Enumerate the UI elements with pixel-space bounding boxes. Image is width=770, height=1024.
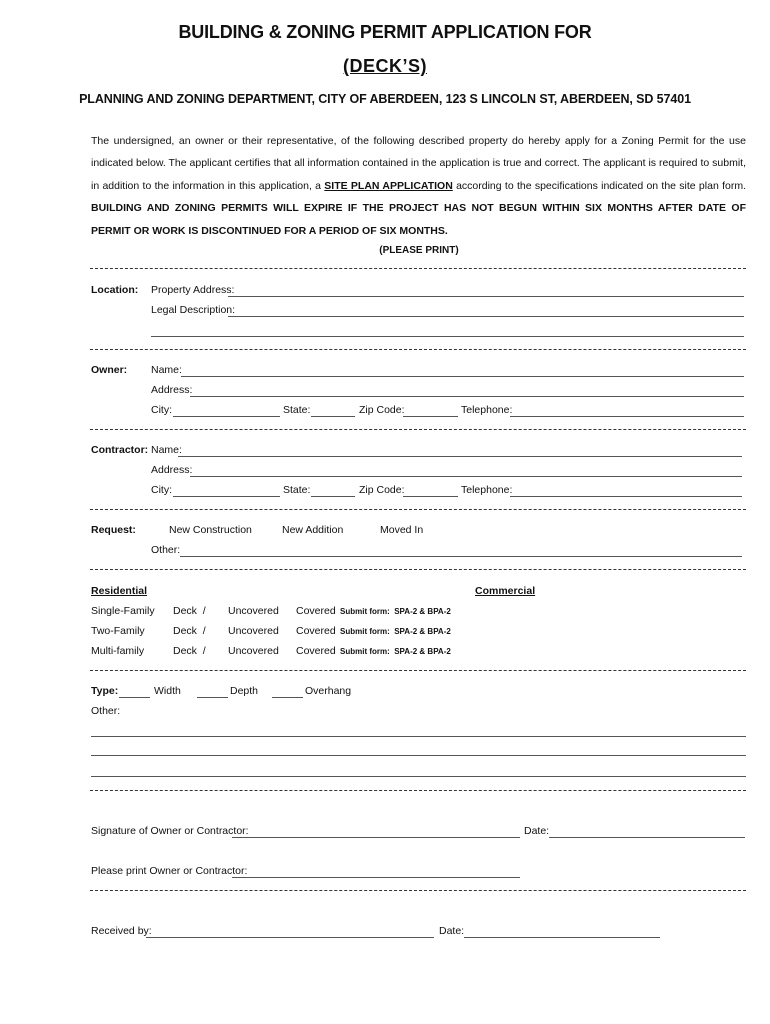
signature-date-label: Date:: [524, 825, 550, 837]
received-by-label: Received by:: [91, 925, 152, 937]
location-label: Location:: [91, 284, 139, 296]
owner-city-label: City:: [151, 404, 172, 416]
depth-field[interactable]: [197, 697, 228, 698]
type-other-field-line1[interactable]: [91, 736, 746, 737]
single-family-label: Single-Family: [91, 605, 155, 617]
property-address-field[interactable]: [228, 296, 744, 297]
intro-text-before: The undersigned, an owner or their representative, of the following described property do hereby apply for a Zoning Permit for the use indicated below. The applicant certifies that all information contained in the application is true and correct. The applicant is required to submit, in addition to the information in this application, a: [91, 135, 746, 192]
two-family-label: Two-Family: [91, 625, 145, 637]
received-date-field[interactable]: [464, 937, 660, 938]
contractor-telephone-label: Telephone:: [461, 484, 513, 496]
width-label: Width: [154, 685, 181, 697]
owner-zip-field[interactable]: [403, 416, 458, 417]
owner-telephone-label: Telephone:: [461, 404, 513, 416]
intro-paragraph: [91, 130, 746, 242]
section-divider: [90, 569, 746, 570]
contractor-state-label: State:: [283, 484, 311, 496]
received-date-label: Date:: [439, 925, 465, 937]
owner-state-label: State:: [283, 404, 311, 416]
signature-field[interactable]: [232, 837, 520, 838]
contractor-zip-field[interactable]: [403, 496, 458, 497]
owner-state-field[interactable]: [311, 416, 355, 417]
contractor-state-field[interactable]: [311, 496, 355, 497]
contractor-telephone-field[interactable]: [510, 496, 742, 497]
request-new-addition[interactable]: New Addition: [282, 524, 344, 536]
contractor-label: Contractor:: [91, 444, 149, 456]
request-other-label: Other:: [151, 544, 181, 556]
multi-family-covered[interactable]: Covered: [296, 645, 336, 657]
site-plan-application-text: SITE PLAN APPLICATION: [324, 179, 453, 192]
residential-heading: Residential: [91, 585, 148, 597]
multi-family-uncovered[interactable]: Uncovered: [228, 645, 279, 657]
owner-address-field[interactable]: [190, 396, 744, 397]
request-moved-in[interactable]: Moved In: [380, 524, 424, 536]
section-divider: [90, 670, 746, 671]
contractor-name-label: Name:: [151, 444, 182, 456]
intro-text-after: according to the specifications indicated on the site plan form.: [452, 179, 746, 192]
print-name-label: Please print Owner or Contractor:: [91, 865, 248, 877]
multi-family-submit-note: Submit form: SPA-2 & BPA-2: [340, 647, 451, 656]
contractor-city-field[interactable]: [173, 496, 280, 497]
multi-family-deck[interactable]: Deck /: [173, 645, 206, 657]
single-family-submit-note: Submit form: SPA-2 & BPA-2: [340, 607, 451, 616]
owner-address-label: Address:: [151, 384, 193, 396]
single-family-deck[interactable]: Deck /: [173, 605, 206, 617]
two-family-submit-note: Submit form: SPA-2 & BPA-2: [340, 627, 451, 636]
single-family-covered[interactable]: Covered: [296, 605, 336, 617]
type-other-field-line2[interactable]: [91, 755, 746, 756]
signature-label: Signature of Owner or Contractor:: [91, 825, 249, 837]
two-family-uncovered[interactable]: Uncovered: [228, 625, 279, 637]
section-divider: [90, 509, 746, 510]
contractor-address-label: Address:: [151, 464, 193, 476]
two-family-deck[interactable]: Deck /: [173, 625, 206, 637]
section-divider: [90, 268, 746, 269]
owner-city-field[interactable]: [173, 416, 280, 417]
contractor-name-field[interactable]: [178, 456, 742, 457]
property-address-label: Property Address:: [151, 284, 235, 296]
section-divider: [90, 429, 746, 430]
received-by-field[interactable]: [146, 937, 434, 938]
legal-description-label: Legal Description:: [151, 304, 236, 316]
single-family-uncovered[interactable]: Uncovered: [228, 605, 279, 617]
type-other-label: Other:: [91, 705, 121, 717]
two-family-covered[interactable]: Covered: [296, 625, 336, 637]
contractor-city-label: City:: [151, 484, 172, 496]
width-field[interactable]: [119, 697, 150, 698]
please-print-note: (PLEASE PRINT): [379, 245, 459, 256]
section-divider: [90, 890, 746, 891]
section-divider: [90, 349, 746, 350]
signature-date-field[interactable]: [549, 837, 745, 838]
form-title: BUILDING & ZONING PERMIT APPLICATION FOR: [178, 22, 592, 42]
owner-name-label: Name:: [151, 364, 182, 376]
request-other-field[interactable]: [180, 556, 742, 557]
request-label: Request:: [91, 524, 136, 536]
department-address: PLANNING AND ZONING DEPARTMENT, CITY OF ABERDEEN, 123 S LINCOLN ST, ABERDEEN, SD 57401: [79, 92, 691, 106]
expiration-warning: BUILDING AND ZONING PERMITS WILL EXPIRE IF THE PROJECT HAS NOT BEGUN WITHIN SIX MONTHS AFTER DATE OF PERMIT OR WORK IS DISCONTINUED FOR A PERIOD OF SIX MONTHS.: [91, 202, 746, 237]
depth-label: Depth: [230, 685, 259, 697]
owner-telephone-field[interactable]: [510, 416, 744, 417]
form-subtitle: (DECK’S): [343, 56, 427, 76]
type-label: Type:: [91, 685, 119, 697]
commercial-heading: Commercial: [475, 585, 536, 597]
overhang-field[interactable]: [272, 697, 303, 698]
type-other-field-line3[interactable]: [91, 776, 746, 777]
request-new-construction[interactable]: New Construction: [169, 524, 252, 536]
legal-description-field-line2[interactable]: [151, 336, 744, 337]
owner-zip-label: Zip Code:: [359, 404, 405, 416]
owner-name-field[interactable]: [181, 376, 744, 377]
legal-description-field[interactable]: [228, 316, 744, 317]
print-name-field[interactable]: [232, 877, 520, 878]
overhang-label: Overhang: [305, 685, 352, 697]
contractor-address-field[interactable]: [190, 476, 742, 477]
multi-family-label: Multi-family: [91, 645, 145, 657]
owner-label: Owner:: [91, 364, 128, 376]
section-divider: [90, 790, 746, 791]
contractor-zip-label: Zip Code:: [359, 484, 405, 496]
